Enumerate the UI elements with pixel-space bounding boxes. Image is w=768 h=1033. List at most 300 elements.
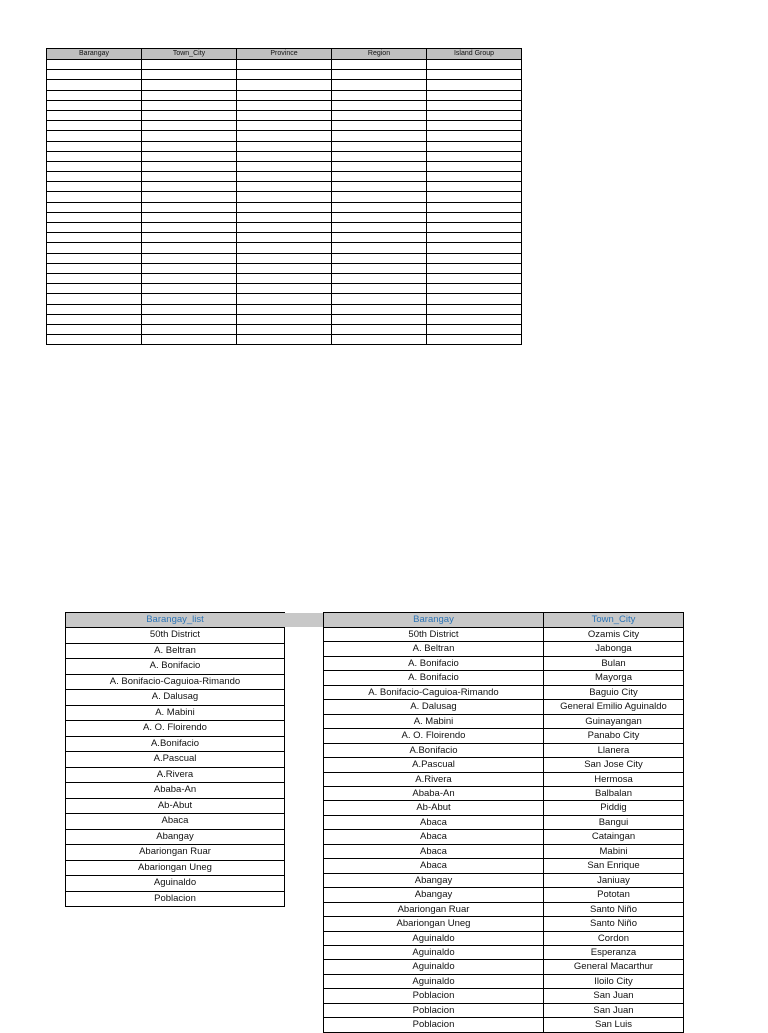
barangay-cell[interactable]: Abaca xyxy=(324,830,544,844)
barangay-cell[interactable]: Poblacion xyxy=(324,1003,544,1017)
table-row xyxy=(47,243,522,253)
empty-cell[interactable] xyxy=(142,324,237,334)
empty-cell[interactable] xyxy=(142,212,237,222)
empty-cell[interactable] xyxy=(332,294,427,304)
empty-cell[interactable] xyxy=(237,284,332,294)
barangay-cell[interactable]: A.Bonifacio xyxy=(324,743,544,757)
map-header-town-city[interactable]: Town_City xyxy=(544,613,684,628)
empty-cell[interactable] xyxy=(142,161,237,171)
empty-cell[interactable] xyxy=(237,131,332,141)
list-item xyxy=(66,876,285,892)
empty-cell[interactable] xyxy=(237,80,332,90)
barangay-cell[interactable]: 50th District xyxy=(324,628,544,642)
empty-cell[interactable] xyxy=(332,243,427,253)
barangay-list-cell[interactable]: 50th District xyxy=(66,628,285,644)
table-row xyxy=(47,131,522,141)
empty-cell[interactable] xyxy=(332,314,427,324)
barangay-town-body xyxy=(324,628,684,1033)
empty-cell[interactable] xyxy=(142,151,237,161)
table-row xyxy=(324,729,684,743)
barangay-cell[interactable]: Poblacion xyxy=(324,1018,544,1032)
empty-cell[interactable] xyxy=(47,294,142,304)
empty-cell[interactable] xyxy=(427,192,522,202)
empty-cell[interactable] xyxy=(237,100,332,110)
town-city-cell[interactable]: Cataingan xyxy=(544,830,684,844)
barangay-cell[interactable]: A.Rivera xyxy=(324,772,544,786)
empty-cell[interactable] xyxy=(332,284,427,294)
town-city-cell[interactable]: Mabini xyxy=(544,844,684,858)
empty-cell[interactable] xyxy=(142,100,237,110)
table-row xyxy=(324,1018,684,1032)
empty-cell[interactable] xyxy=(47,304,142,314)
empty-cell[interactable] xyxy=(427,110,522,120)
empty-cell[interactable] xyxy=(332,182,427,192)
empty-cell[interactable] xyxy=(237,212,332,222)
empty-cell[interactable] xyxy=(237,233,332,243)
empty-cell[interactable] xyxy=(47,263,142,273)
table-row xyxy=(47,141,522,151)
empty-cell[interactable] xyxy=(47,70,142,80)
empty-cell[interactable] xyxy=(47,314,142,324)
empty-cell[interactable] xyxy=(142,263,237,273)
barangay-cell[interactable]: A. Bonifacio-Caguioa-Rimando xyxy=(324,685,544,699)
empty-cell[interactable] xyxy=(142,110,237,120)
empty-cell[interactable] xyxy=(427,90,522,100)
empty-cell[interactable] xyxy=(47,233,142,243)
barangay-list-cell[interactable]: A.Rivera xyxy=(66,767,285,783)
empty-cell[interactable] xyxy=(142,131,237,141)
list-item xyxy=(66,721,285,737)
table-row xyxy=(47,294,522,304)
empty-cell[interactable] xyxy=(47,284,142,294)
empty-cell[interactable] xyxy=(427,172,522,182)
table-row xyxy=(47,314,522,324)
empty-cell[interactable] xyxy=(332,212,427,222)
table-row xyxy=(47,172,522,182)
header-island-group[interactable]: Island Group xyxy=(427,49,522,60)
empty-cell[interactable] xyxy=(237,110,332,120)
town-city-cell[interactable]: Jabonga xyxy=(544,642,684,656)
empty-cell[interactable] xyxy=(237,294,332,304)
map-header-barangay[interactable]: Barangay xyxy=(324,613,544,628)
town-city-cell[interactable]: General Macarthur xyxy=(544,960,684,974)
list-item xyxy=(66,860,285,876)
empty-cell[interactable] xyxy=(47,192,142,202)
empty-cell[interactable] xyxy=(427,243,522,253)
table-row xyxy=(47,324,522,334)
table-row xyxy=(47,60,522,70)
empty-cell[interactable] xyxy=(142,243,237,253)
table-row xyxy=(47,161,522,171)
empty-cell[interactable] xyxy=(237,324,332,334)
empty-cell[interactable] xyxy=(427,161,522,171)
empty-cell[interactable] xyxy=(47,202,142,212)
empty-cell[interactable] xyxy=(332,80,427,90)
empty-cell[interactable] xyxy=(47,60,142,70)
empty-cell[interactable] xyxy=(47,182,142,192)
list-item xyxy=(66,690,285,706)
empty-cell[interactable] xyxy=(427,151,522,161)
empty-cell[interactable] xyxy=(237,60,332,70)
barangay-list-cell[interactable]: Abariongan Uneg xyxy=(66,860,285,876)
town-city-cell[interactable]: Bulan xyxy=(544,656,684,670)
empty-cell[interactable] xyxy=(427,131,522,141)
table-row xyxy=(324,743,684,757)
barangay-cell[interactable]: A. Bonifacio xyxy=(324,671,544,685)
table-row xyxy=(324,989,684,1003)
empty-cell[interactable] xyxy=(142,172,237,182)
empty-cell[interactable] xyxy=(142,90,237,100)
empty-cell[interactable] xyxy=(47,161,142,171)
barangay-list-cell[interactable]: Ab-Abut xyxy=(66,798,285,814)
empty-cell[interactable] xyxy=(237,90,332,100)
table-row xyxy=(324,685,684,699)
empty-cell[interactable] xyxy=(332,121,427,131)
table-row xyxy=(324,714,684,728)
empty-cell[interactable] xyxy=(332,253,427,263)
empty-cell[interactable] xyxy=(47,223,142,233)
barangay-list-cell[interactable]: A. Dalusag xyxy=(66,690,285,706)
empty-cell[interactable] xyxy=(332,324,427,334)
barangay-list-cell[interactable]: A.Bonifacio xyxy=(66,736,285,752)
town-city-cell[interactable]: San Enrique xyxy=(544,859,684,873)
barangay-cell[interactable]: A. Mabini xyxy=(324,714,544,728)
town-city-cell[interactable]: Cordon xyxy=(544,931,684,945)
empty-cell[interactable] xyxy=(332,70,427,80)
table-row xyxy=(47,90,522,100)
town-city-cell[interactable]: Guinayangan xyxy=(544,714,684,728)
barangay-town-table xyxy=(323,612,684,1033)
empty-cell[interactable] xyxy=(332,90,427,100)
empty-cell[interactable] xyxy=(427,80,522,90)
table-row xyxy=(324,859,684,873)
table-row xyxy=(47,121,522,131)
empty-cell[interactable] xyxy=(427,273,522,283)
empty-cell[interactable] xyxy=(332,335,427,345)
barangay-cell[interactable]: Abariongan Uneg xyxy=(324,917,544,931)
list-item xyxy=(66,705,285,721)
barangay-list-cell[interactable]: A. O. Floirendo xyxy=(66,721,285,737)
empty-cell[interactable] xyxy=(47,90,142,100)
table-row xyxy=(324,902,684,916)
town-city-cell[interactable]: San Jose City xyxy=(544,758,684,772)
table-row xyxy=(47,192,522,202)
barangay-cell[interactable]: A. Bonifacio xyxy=(324,656,544,670)
empty-cell[interactable] xyxy=(142,80,237,90)
empty-cell[interactable] xyxy=(332,172,427,182)
empty-cell[interactable] xyxy=(332,100,427,110)
empty-cell[interactable] xyxy=(47,110,142,120)
table-row xyxy=(47,335,522,345)
empty-cell[interactable] xyxy=(237,335,332,345)
barangay-list-cell[interactable]: Abangay xyxy=(66,829,285,845)
barangay-cell[interactable]: A.Pascual xyxy=(324,758,544,772)
barangay-cell[interactable]: Abaca xyxy=(324,859,544,873)
barangay-list-body xyxy=(66,628,285,907)
empty-cell[interactable] xyxy=(427,324,522,334)
table-row xyxy=(324,917,684,931)
empty-cell[interactable] xyxy=(47,335,142,345)
town-city-cell[interactable]: Balbalan xyxy=(544,786,684,800)
table-row xyxy=(47,182,522,192)
empty-cell[interactable] xyxy=(47,121,142,131)
header-town-city[interactable]: Town_City xyxy=(142,49,237,60)
empty-cell[interactable] xyxy=(142,202,237,212)
table-row xyxy=(47,202,522,212)
barangay-cell[interactable]: Aguinaldo xyxy=(324,945,544,959)
table-row xyxy=(324,960,684,974)
table-row xyxy=(47,80,522,90)
barangay-list-cell[interactable]: Abariongan Ruar xyxy=(66,845,285,861)
empty-cell[interactable] xyxy=(427,284,522,294)
empty-cell[interactable] xyxy=(237,182,332,192)
barangay-list-cell[interactable]: Poblacion xyxy=(66,891,285,907)
empty-cell[interactable] xyxy=(427,121,522,131)
empty-cell[interactable] xyxy=(427,253,522,263)
empty-cell[interactable] xyxy=(427,60,522,70)
table-row xyxy=(47,151,522,161)
table-row xyxy=(324,888,684,902)
empty-cell[interactable] xyxy=(332,161,427,171)
empty-cell[interactable] xyxy=(142,253,237,263)
empty-cell[interactable] xyxy=(427,70,522,80)
empty-cell[interactable] xyxy=(332,273,427,283)
town-city-cell[interactable]: San Juan xyxy=(544,1003,684,1017)
empty-cell[interactable] xyxy=(427,202,522,212)
empty-cell[interactable] xyxy=(427,141,522,151)
empty-cell[interactable] xyxy=(47,80,142,90)
empty-cell[interactable] xyxy=(427,294,522,304)
list-item xyxy=(66,767,285,783)
table-row xyxy=(324,628,684,642)
header-region[interactable]: Region xyxy=(332,49,427,60)
empty-cell[interactable] xyxy=(332,223,427,233)
empty-cell[interactable] xyxy=(47,253,142,263)
table-row xyxy=(324,801,684,815)
town-city-cell[interactable]: Hermosa xyxy=(544,772,684,786)
empty-cell[interactable] xyxy=(237,172,332,182)
barangay-cell[interactable]: A. Beltran xyxy=(324,642,544,656)
empty-cell[interactable] xyxy=(47,100,142,110)
town-city-cell[interactable]: Santo Niño xyxy=(544,917,684,931)
barangay-cell[interactable]: Abangay xyxy=(324,873,544,887)
barangay-cell[interactable]: Abaca xyxy=(324,815,544,829)
empty-cell[interactable] xyxy=(237,223,332,233)
empty-cell[interactable] xyxy=(142,314,237,324)
header-gap-band xyxy=(284,613,323,627)
barangay-list-cell[interactable]: Ababa-An xyxy=(66,783,285,799)
table-row xyxy=(324,772,684,786)
empty-cell[interactable] xyxy=(427,304,522,314)
table-row xyxy=(324,830,684,844)
table-row xyxy=(324,671,684,685)
empty-cell[interactable] xyxy=(332,304,427,314)
town-city-cell[interactable]: General Emilio Aguinaldo xyxy=(544,700,684,714)
empty-cell[interactable] xyxy=(427,335,522,345)
empty-cell[interactable] xyxy=(47,324,142,334)
empty-cell[interactable] xyxy=(142,304,237,314)
top-table-header-row xyxy=(47,49,522,60)
town-city-cell[interactable]: Esperanza xyxy=(544,945,684,959)
list-item xyxy=(66,798,285,814)
table-row xyxy=(324,786,684,800)
table-row xyxy=(324,642,684,656)
table-row xyxy=(324,844,684,858)
empty-cell[interactable] xyxy=(47,151,142,161)
town-city-cell[interactable]: Santo Niño xyxy=(544,902,684,916)
table-row xyxy=(324,974,684,988)
header-province[interactable]: Province xyxy=(237,49,332,60)
barangay-cell[interactable]: Aguinaldo xyxy=(324,931,544,945)
list-item xyxy=(66,752,285,768)
barangay-cell[interactable]: Abangay xyxy=(324,888,544,902)
empty-cell[interactable] xyxy=(332,141,427,151)
empty-cell[interactable] xyxy=(237,263,332,273)
table-row xyxy=(324,931,684,945)
empty-cell[interactable] xyxy=(427,182,522,192)
table-row xyxy=(324,873,684,887)
empty-cell[interactable] xyxy=(142,223,237,233)
table-row xyxy=(324,700,684,714)
barangay-list-header[interactable]: Barangay_list xyxy=(66,613,285,628)
barangay-cell[interactable]: Aguinaldo xyxy=(324,974,544,988)
list-item xyxy=(66,628,285,644)
barangay-cell[interactable]: Ababa-An xyxy=(324,786,544,800)
table-row xyxy=(47,223,522,233)
barangay-list-cell[interactable]: Abaca xyxy=(66,814,285,830)
empty-cell[interactable] xyxy=(47,141,142,151)
town-city-cell[interactable]: Iloilo City xyxy=(544,974,684,988)
empty-cell[interactable] xyxy=(47,273,142,283)
empty-cell[interactable] xyxy=(332,233,427,243)
barangay-list-table xyxy=(65,612,285,907)
empty-cell[interactable] xyxy=(332,110,427,120)
town-city-cell[interactable]: Llanera xyxy=(544,743,684,757)
empty-cell[interactable] xyxy=(237,192,332,202)
barangay-list-cell[interactable]: A. Mabini xyxy=(66,705,285,721)
empty-cell[interactable] xyxy=(142,141,237,151)
empty-cell[interactable] xyxy=(237,253,332,263)
town-city-cell[interactable]: Janiuay xyxy=(544,873,684,887)
town-city-cell[interactable]: Panabo City xyxy=(544,729,684,743)
table-row xyxy=(47,212,522,222)
table-row xyxy=(47,110,522,120)
table-row xyxy=(47,253,522,263)
empty-cell[interactable] xyxy=(332,192,427,202)
table-row xyxy=(47,304,522,314)
town-city-cell[interactable]: Ozamis City xyxy=(544,628,684,642)
empty-cell[interactable] xyxy=(427,100,522,110)
empty-cell[interactable] xyxy=(142,70,237,80)
table-row xyxy=(47,70,522,80)
town-city-cell[interactable]: Mayorga xyxy=(544,671,684,685)
empty-cell[interactable] xyxy=(332,131,427,141)
barangay-cell[interactable]: Poblacion xyxy=(324,989,544,1003)
empty-cell[interactable] xyxy=(142,60,237,70)
empty-cell[interactable] xyxy=(332,202,427,212)
list-item xyxy=(66,736,285,752)
empty-cell[interactable] xyxy=(142,233,237,243)
town-city-cell[interactable]: San Juan xyxy=(544,989,684,1003)
empty-cell[interactable] xyxy=(332,60,427,70)
empty-cell[interactable] xyxy=(237,151,332,161)
barangay-list-cell[interactable]: A. Beltran xyxy=(66,643,285,659)
empty-cell[interactable] xyxy=(142,182,237,192)
empty-cell[interactable] xyxy=(237,314,332,324)
header-barangay[interactable]: Barangay xyxy=(47,49,142,60)
empty-cell[interactable] xyxy=(237,243,332,253)
town-city-cell[interactable]: Pototan xyxy=(544,888,684,902)
empty-cell[interactable] xyxy=(47,172,142,182)
empty-cell[interactable] xyxy=(142,294,237,304)
barangay-list-cell[interactable]: A. Bonifacio-Caguioa-Rimando xyxy=(66,674,285,690)
barangay-cell[interactable]: Abaca xyxy=(324,844,544,858)
town-city-cell[interactable]: Piddig xyxy=(544,801,684,815)
empty-cell[interactable] xyxy=(427,233,522,243)
empty-cell[interactable] xyxy=(142,121,237,131)
table-row xyxy=(47,273,522,283)
town-city-cell[interactable]: Bangui xyxy=(544,815,684,829)
empty-cell[interactable] xyxy=(47,243,142,253)
top-table-body xyxy=(47,60,522,345)
table-row xyxy=(47,100,522,110)
empty-cell[interactable] xyxy=(237,202,332,212)
top-template-table xyxy=(46,48,522,345)
barangay-cell[interactable]: A. O. Floirendo xyxy=(324,729,544,743)
empty-cell[interactable] xyxy=(142,284,237,294)
empty-cell[interactable] xyxy=(427,223,522,233)
barangay-cell[interactable]: Ab-Abut xyxy=(324,801,544,815)
empty-cell[interactable] xyxy=(427,314,522,324)
empty-cell[interactable] xyxy=(237,121,332,131)
empty-cell[interactable] xyxy=(47,212,142,222)
barangay-list-cell[interactable]: A. Bonifacio xyxy=(66,659,285,675)
town-city-cell[interactable]: San Luis xyxy=(544,1018,684,1032)
list-item xyxy=(66,891,285,907)
list-item xyxy=(66,783,285,799)
empty-cell[interactable] xyxy=(47,131,142,141)
barangay-cell[interactable]: Aguinaldo xyxy=(324,960,544,974)
barangay-list-cell[interactable]: Aguinaldo xyxy=(66,876,285,892)
barangay-list-cell[interactable]: A.Pascual xyxy=(66,752,285,768)
barangay-cell[interactable]: Abariongan Ruar xyxy=(324,902,544,916)
table-row xyxy=(47,263,522,273)
empty-cell[interactable] xyxy=(142,192,237,202)
empty-cell[interactable] xyxy=(427,212,522,222)
table-row xyxy=(324,1003,684,1017)
table-row xyxy=(324,656,684,670)
empty-cell[interactable] xyxy=(237,70,332,80)
list-item xyxy=(66,659,285,675)
empty-cell[interactable] xyxy=(237,273,332,283)
barangay-cell[interactable]: A. Dalusag xyxy=(324,700,544,714)
list-item xyxy=(66,643,285,659)
empty-cell[interactable] xyxy=(237,141,332,151)
table-row xyxy=(47,284,522,294)
empty-cell[interactable] xyxy=(332,263,427,273)
empty-cell[interactable] xyxy=(142,273,237,283)
list-item xyxy=(66,845,285,861)
list-item xyxy=(66,674,285,690)
empty-cell[interactable] xyxy=(142,335,237,345)
empty-cell[interactable] xyxy=(427,263,522,273)
empty-cell[interactable] xyxy=(237,161,332,171)
table-row xyxy=(324,815,684,829)
table-row xyxy=(324,758,684,772)
town-city-cell[interactable]: Baguio City xyxy=(544,685,684,699)
empty-cell[interactable] xyxy=(237,304,332,314)
empty-cell[interactable] xyxy=(332,151,427,161)
